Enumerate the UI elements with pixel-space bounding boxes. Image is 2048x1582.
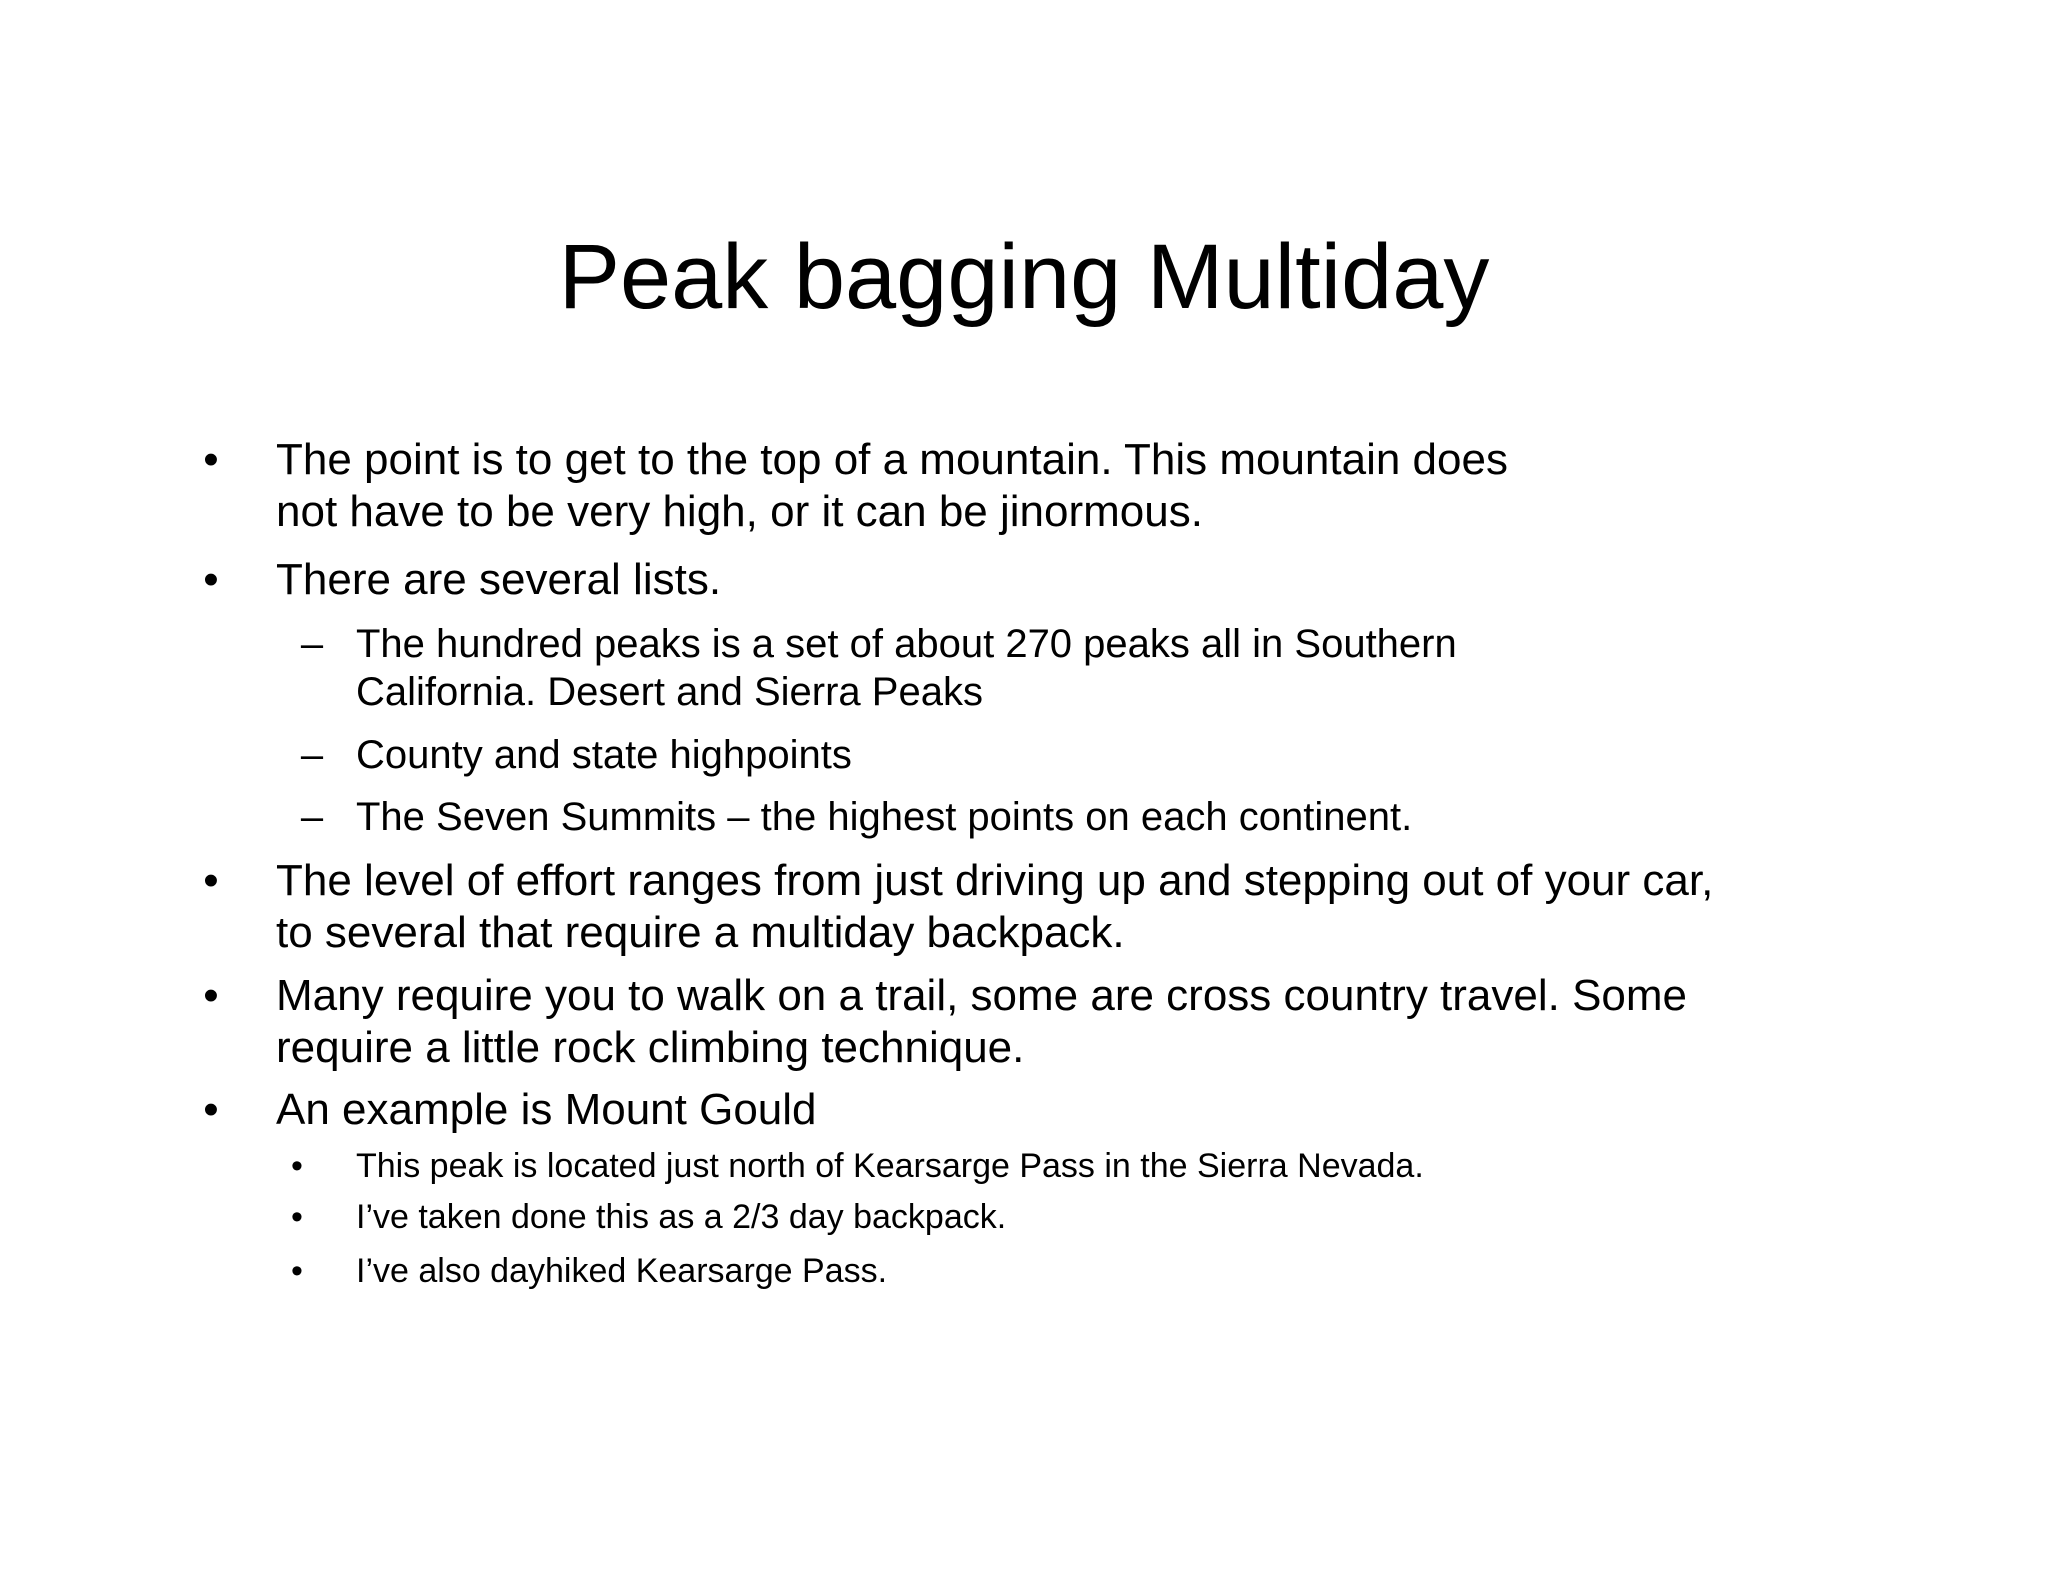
bullet-text-line: There are several lists. (276, 555, 722, 604)
bullet-text-line: require a little rock climbing technique. (276, 1023, 1025, 1072)
bullet-text (356, 1145, 1424, 1187)
bullet-text-line: County and state highpoints (356, 733, 852, 777)
bullet-text-line: I’ve taken done this as a 2/3 day backpack. (356, 1198, 1007, 1236)
bullet-text (276, 855, 1713, 959)
bullet-text-line: to several that require a multiday backpack. (276, 908, 1125, 957)
bullet-marker: • (203, 1085, 219, 1134)
bullet-marker: • (203, 971, 219, 1020)
bullet-text-line: The hundred peaks is a set of about 270 peaks all in Southern (356, 622, 1457, 666)
bullet-text-line: California. Desert and Sierra Peaks (356, 670, 983, 714)
dash-marker: – (300, 622, 324, 666)
bullet-text (276, 554, 721, 606)
bullet-text (276, 970, 1687, 1074)
bullet-marker: • (291, 1252, 303, 1290)
bullet-text-line: I’ve also dayhiked Kearsarge Pass. (356, 1252, 888, 1290)
dash-marker: – (300, 795, 324, 839)
bullet-text-line: The Seven Summits – the highest points on each continent. (356, 795, 1413, 839)
bullet-text-line: not have to be very high, or it can be jinormous. (276, 487, 1203, 536)
slide-title: Peak bagging Multiday (558, 226, 1490, 328)
bullet-text (356, 731, 852, 779)
bullet-text-line: This peak is located just north of Kearsarge Pass in the Sierra Nevada. (356, 1147, 1424, 1185)
bullet-text-line: An example is Mount Gould (276, 1085, 817, 1134)
bullet-text (276, 1084, 817, 1136)
bullet-marker: • (203, 435, 219, 484)
bullet-marker: • (291, 1198, 303, 1236)
bullet-marker: • (291, 1147, 303, 1185)
bullet-text (356, 1196, 1006, 1238)
bullet-text (276, 434, 1508, 538)
bullet-text-line: Many require you to walk on a trail, some are cross country travel. Some (276, 971, 1688, 1020)
bullet-text (356, 1250, 887, 1292)
bullet-text (356, 793, 1412, 841)
bullet-marker: • (203, 856, 219, 905)
dash-marker: – (300, 733, 324, 777)
bullet-text (356, 620, 1457, 716)
bullet-marker: • (203, 555, 219, 604)
bullet-text-line: The point is to get to the top of a mountain. This mountain does (276, 435, 1508, 484)
bullet-text-line: The level of effort ranges from just driving up and stepping out of your car, (276, 856, 1714, 905)
